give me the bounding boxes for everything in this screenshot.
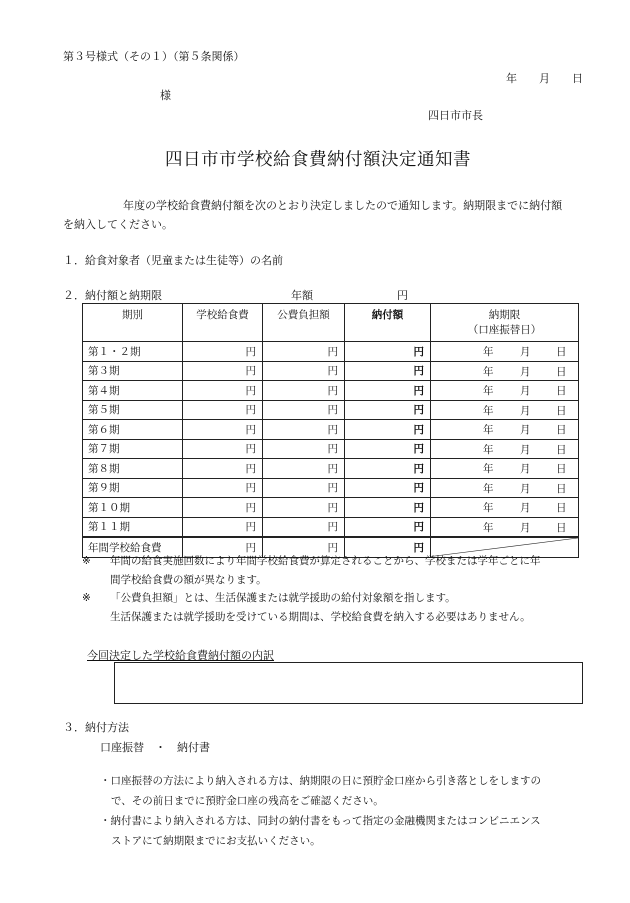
annual-unit: 円	[397, 289, 408, 302]
cell-due-date[interactable]	[431, 400, 579, 420]
due-day: 日	[556, 463, 567, 475]
cell-period: 第５期	[83, 400, 183, 420]
intro-line-2: を納入してください。	[63, 218, 173, 231]
due-month: 月	[520, 463, 531, 475]
cell-payment-amount[interactable]: 円	[345, 400, 431, 420]
cell-period: 第１０期	[83, 498, 183, 518]
due-year: 年	[483, 404, 494, 417]
header-due-date	[431, 304, 579, 342]
due-year: 年	[483, 424, 494, 436]
cell-payment-amount[interactable]: 円	[345, 498, 431, 518]
table-row	[83, 342, 579, 362]
cell-total-payment-amount[interactable]: 円	[345, 537, 431, 557]
header-payment-amount: 納付額	[345, 304, 431, 342]
due-year: 年	[483, 502, 494, 514]
table-row	[83, 420, 579, 440]
due-month: 月	[520, 385, 531, 397]
cell-school-lunch-fee[interactable]: 円	[183, 459, 263, 479]
cell-payment-amount[interactable]: 円	[345, 381, 431, 401]
note-2-line-1: 「公費負担額」とは、生活保護または就学援助の給付対象額を指します。	[110, 592, 456, 604]
cell-period: 第８期	[83, 459, 183, 479]
note-2-mark: ※	[82, 592, 91, 604]
header-school-lunch-fee: 学校給食費	[183, 304, 263, 342]
table-row	[83, 498, 579, 518]
issuer-name: 四日市市長	[428, 109, 483, 122]
header-due-date-sub: （口座振替日）	[467, 324, 542, 336]
due-day: 日	[556, 346, 567, 358]
cell-school-lunch-fee[interactable]: 円	[183, 342, 263, 362]
section1-heading: １．給食対象者（児童または生徒等）の名前	[63, 254, 283, 267]
intro-line-1: 年度の学校給食費納付額を次のとおり決定しましたので通知します。納期限までに納付額	[123, 199, 563, 212]
cell-school-lunch-fee[interactable]: 円	[183, 439, 263, 459]
cell-payment-amount[interactable]: 円	[345, 342, 431, 362]
cell-due-date[interactable]	[431, 439, 579, 459]
bullet-2-line-1: ・納付書により納入される方は、同封の納付書をもって指定の金融機関またはコンビニエンス	[100, 815, 541, 827]
cell-public-burden[interactable]: 円	[263, 517, 345, 537]
note-2	[82, 589, 91, 608]
cell-school-lunch-fee[interactable]: 円	[183, 361, 263, 381]
cell-school-lunch-fee[interactable]: 円	[183, 381, 263, 401]
cell-school-lunch-fee[interactable]: 円	[183, 400, 263, 420]
cell-due-date[interactable]	[431, 381, 579, 401]
due-day: 日	[556, 424, 567, 436]
cell-due-date[interactable]	[431, 498, 579, 518]
cell-payment-amount[interactable]: 円	[345, 517, 431, 537]
cell-payment-amount[interactable]: 円	[345, 459, 431, 479]
cell-period: 第１・２期	[83, 342, 183, 362]
cell-public-burden[interactable]: 円	[263, 420, 345, 440]
cell-due-date[interactable]	[431, 517, 579, 537]
due-month: 月	[520, 443, 531, 456]
cell-public-burden[interactable]: 円	[263, 400, 345, 420]
note-1-mark: ※	[82, 555, 91, 567]
cell-total-school-lunch-fee[interactable]: 円	[183, 537, 263, 557]
bullet-1-line-1: ・口座振替の方法により納入される方は、納期限の日に預貯金口座から引き落としをしますの	[100, 775, 541, 787]
due-year: 年	[483, 346, 494, 358]
due-month: 月	[520, 424, 531, 436]
cell-public-burden[interactable]: 円	[263, 498, 345, 518]
section2-heading: ２．納付額と納期限	[63, 289, 162, 302]
due-month: 月	[520, 521, 531, 534]
cell-payment-amount[interactable]: 円	[345, 361, 431, 381]
cell-period: 第４期	[83, 381, 183, 401]
bullet-1	[100, 771, 541, 811]
table-row	[83, 439, 579, 459]
cell-public-burden[interactable]: 円	[263, 439, 345, 459]
table-row	[83, 361, 579, 381]
section3-heading: ３．納付方法	[63, 721, 129, 734]
note-1-line-1: 年間の給食実施回数により年間学校給食費が算定されることから、学校または学年ごとに年	[110, 555, 541, 567]
due-day: 日	[556, 404, 567, 417]
table-row	[83, 400, 579, 420]
due-year: 年	[483, 521, 494, 534]
due-year: 年	[483, 482, 494, 495]
note-2-text	[110, 589, 531, 627]
header-period: 期別	[83, 304, 183, 342]
cell-payment-amount[interactable]: 円	[345, 439, 431, 459]
cell-due-date[interactable]	[431, 361, 579, 381]
cell-public-burden[interactable]: 円	[263, 459, 345, 479]
cell-total-label: 年間学校給食費	[83, 537, 183, 557]
cell-public-burden[interactable]: 円	[263, 342, 345, 362]
intro-paragraph	[63, 196, 593, 234]
cell-public-burden[interactable]: 円	[263, 361, 345, 381]
cell-payment-amount[interactable]: 円	[345, 420, 431, 440]
cell-due-date[interactable]	[431, 459, 579, 479]
due-month: 月	[520, 404, 531, 417]
cell-payment-amount[interactable]: 円	[345, 478, 431, 498]
table-header-row	[83, 304, 579, 342]
due-year: 年	[483, 365, 494, 378]
addressee-suffix: 様	[160, 89, 171, 102]
due-month: 月	[520, 502, 531, 514]
cell-period: 第７期	[83, 439, 183, 459]
cell-public-burden[interactable]: 円	[263, 478, 345, 498]
cell-due-date[interactable]	[431, 420, 579, 440]
issue-date: 年 月 日	[506, 72, 583, 85]
document-title: 四日市市学校給食費納付額決定通知書	[165, 150, 471, 170]
due-month: 月	[520, 365, 531, 378]
due-day: 日	[556, 443, 567, 456]
breakdown-box[interactable]	[114, 662, 583, 704]
bullet-2	[100, 811, 541, 851]
due-year: 年	[483, 385, 494, 397]
due-day: 日	[556, 482, 567, 495]
cell-period: 第６期	[83, 420, 183, 440]
cell-school-lunch-fee[interactable]: 円	[183, 478, 263, 498]
note-1-text	[110, 552, 541, 590]
header-due-date-label: 納期限	[488, 309, 521, 321]
due-month: 月	[520, 482, 531, 495]
cell-public-burden[interactable]: 円	[263, 381, 345, 401]
cell-period: 第３期	[83, 361, 183, 381]
cell-school-lunch-fee[interactable]: 円	[183, 420, 263, 440]
header-public-burden: 公費負担額	[263, 304, 345, 342]
cell-school-lunch-fee[interactable]: 円	[183, 517, 263, 537]
cell-total-public-burden[interactable]: 円	[263, 537, 345, 557]
payment-methods: 口座振替 ・ 納付書	[100, 741, 210, 754]
fee-table	[82, 303, 579, 558]
table-row	[83, 478, 579, 498]
cell-period: 第１１期	[83, 517, 183, 537]
due-year: 年	[483, 463, 494, 475]
cell-due-date[interactable]	[431, 342, 579, 362]
due-day: 日	[556, 365, 567, 378]
due-day: 日	[556, 385, 567, 397]
note-1	[82, 552, 91, 571]
table-row	[83, 381, 579, 401]
note-1-line-2: 間学校給食費の額が異なります。	[110, 574, 267, 586]
breakdown-label: 今回決定した学校給食費納付額の内訳	[87, 649, 274, 662]
due-year: 年	[483, 443, 494, 456]
cell-school-lunch-fee[interactable]: 円	[183, 498, 263, 518]
note-2-line-2: 生活保護または就学援助を受けている期間は、学校給食費を納入する必要はありません。	[110, 611, 531, 623]
form-number: 第３号様式（その１）（第５条関係）	[63, 50, 245, 63]
table-row	[83, 459, 579, 479]
bullet-2-line-2: ストアにて納期限までにお支払いください。	[111, 835, 321, 847]
cell-due-date[interactable]	[431, 478, 579, 498]
bullet-1-line-2: で、その前日までに預貯金口座の残高をご確認ください。	[111, 795, 384, 807]
due-day: 日	[556, 502, 567, 514]
due-month: 月	[520, 346, 531, 358]
table-row	[83, 517, 579, 537]
cell-period: 第９期	[83, 478, 183, 498]
due-day: 日	[556, 521, 567, 534]
annual-label: 年額	[291, 289, 313, 302]
